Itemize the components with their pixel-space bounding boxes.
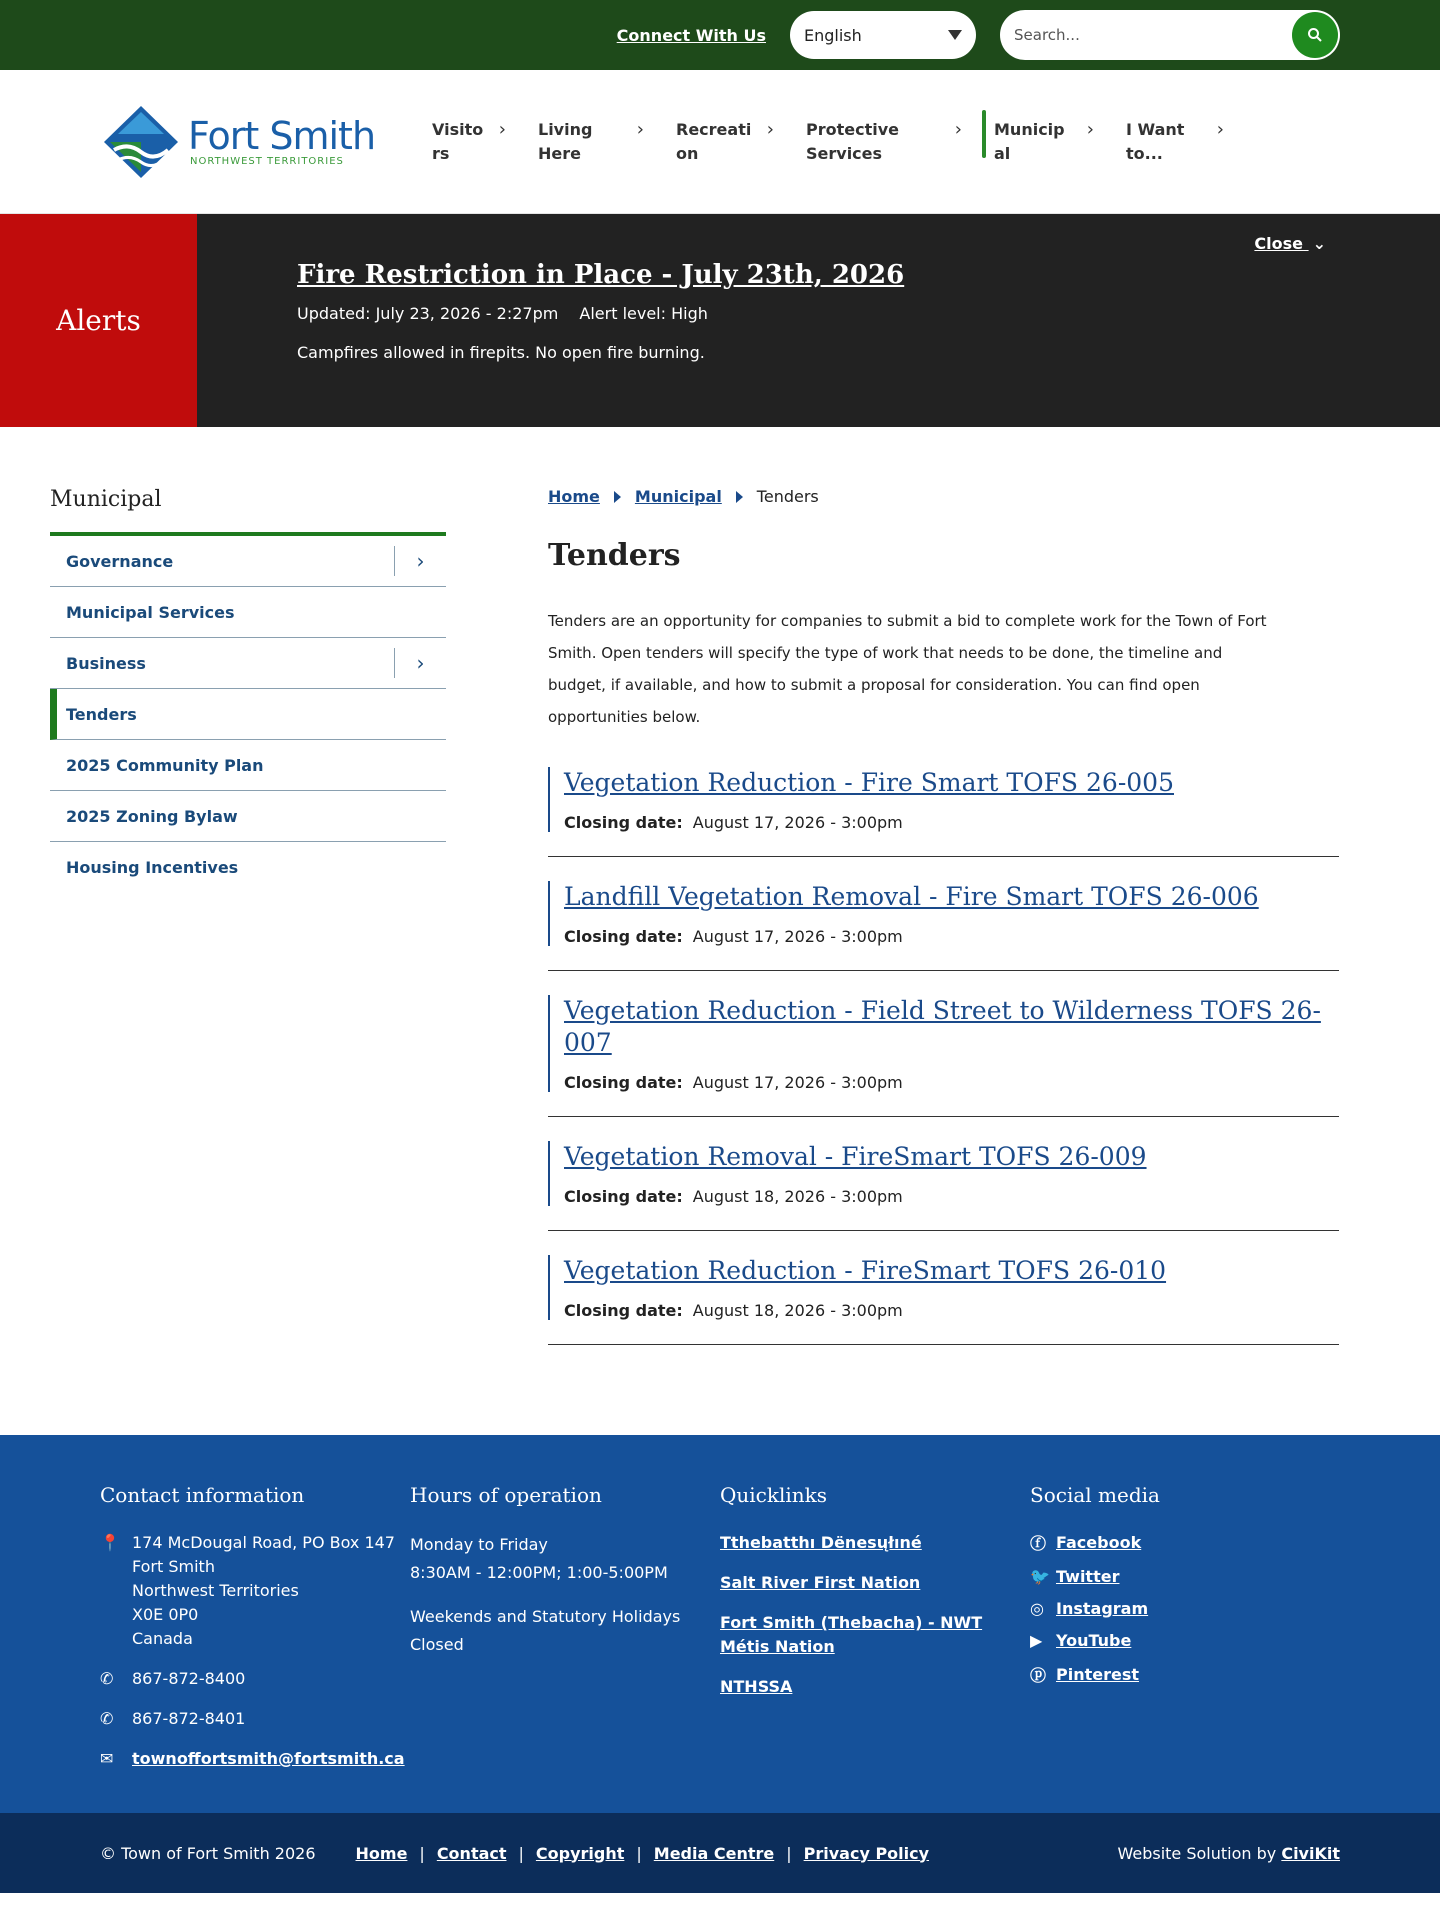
quicklink[interactable]: Fort Smith (Thebacha) - NWT Métis Nation xyxy=(720,1613,983,1656)
alert-meta xyxy=(297,304,1440,323)
tender-closing: Closing date: August 17, 2026 - 3:00pm xyxy=(564,927,903,946)
footer-link-media-centre[interactable]: Media Centre xyxy=(653,1843,775,1863)
footer-email xyxy=(100,1747,410,1771)
alert-level: Alert level: High xyxy=(579,304,708,323)
tender-closing: Closing date: August 17, 2026 - 3:00pm xyxy=(564,1073,903,1092)
envelope-icon: ✉ xyxy=(100,1749,114,1768)
youtube-icon: ▶ xyxy=(1030,1631,1043,1650)
website-credit: Website Solution by CiviKit xyxy=(1117,1843,1340,1863)
nav-item-i-want-to[interactable]: I Want to... › xyxy=(1126,118,1224,163)
footer-hours-title: Hours of operation xyxy=(410,1483,602,1507)
search-input[interactable] xyxy=(1014,26,1254,44)
alert-updated: Updated: July 23, 2026 - 2:27pm xyxy=(297,304,559,323)
nav-item-protective-services[interactable]: Protective Services › xyxy=(806,118,962,163)
breadcrumb xyxy=(548,487,1339,506)
footer-social xyxy=(1030,1483,1340,1813)
chevron-right-icon: › xyxy=(766,118,774,140)
social-pinterest-link[interactable]: Pinterest xyxy=(1056,1665,1140,1684)
language-select[interactable] xyxy=(790,11,976,59)
quicklink[interactable]: NTHSSA xyxy=(720,1677,793,1696)
footer-bottom-bar xyxy=(0,1813,1440,1893)
search-icon xyxy=(1307,27,1323,43)
nav-item-living-here[interactable]: Living Here › xyxy=(538,118,644,163)
footer-contact xyxy=(100,1483,410,1813)
site-header xyxy=(0,70,1440,214)
logo-subtitle: NORTHWEST TERRITORIES xyxy=(190,156,344,167)
tender-title-link[interactable]: Vegetation Reduction - Fire Smart TOFS 26-005 xyxy=(564,768,1174,797)
footer-link-home[interactable]: Home xyxy=(355,1843,408,1863)
sidebar-title: Municipal xyxy=(50,487,446,536)
tender-title-link[interactable]: Landfill Vegetation Removal - Fire Smart TOFS 26-006 xyxy=(564,882,1259,911)
sidebar-item-zoning-bylaw[interactable]: 2025 Zoning Bylaw xyxy=(50,791,446,842)
chevron-right-icon: › xyxy=(1086,118,1094,140)
footer-social-title: Social media xyxy=(1030,1483,1160,1507)
sidebar-item-tenders[interactable]: Tenders xyxy=(50,689,446,740)
pinterest-icon: ⓟ xyxy=(1030,1666,1047,1685)
site-footer xyxy=(0,1435,1440,1813)
footer-fax: ✆ 867-872-8401 xyxy=(100,1707,410,1731)
main-nav xyxy=(420,118,1244,166)
alert-description: Campfires allowed in firepits. No open fire burning. xyxy=(297,343,705,362)
map-pin-icon: 📍 xyxy=(100,1533,120,1552)
chevron-down-icon: ⌄ xyxy=(1312,234,1326,253)
quicklink[interactable]: Tthebatthı Dënesųłıné xyxy=(720,1533,922,1552)
social-youtube-link[interactable]: YouTube xyxy=(1056,1631,1132,1650)
page-content xyxy=(548,487,1339,1345)
footer-contact-title: Contact information xyxy=(100,1483,305,1507)
alert-banner xyxy=(0,214,1440,427)
fort-smith-logo-icon xyxy=(100,102,182,182)
breadcrumb-separator-icon xyxy=(736,491,743,503)
footer-link-privacy-policy[interactable]: Privacy Policy xyxy=(803,1843,930,1863)
chevron-right-icon: › xyxy=(636,118,644,140)
site-logo[interactable] xyxy=(100,102,390,182)
chevron-right-icon: › xyxy=(954,118,962,140)
social-instagram-link[interactable]: Instagram xyxy=(1056,1599,1149,1618)
weekday-label: Monday to Friday xyxy=(410,1535,548,1554)
sidebar-item-business[interactable]: Business › xyxy=(50,638,446,689)
weekend-hours: Closed xyxy=(410,1635,464,1654)
alert-body xyxy=(197,214,1440,427)
alert-tag: Alerts xyxy=(0,214,197,427)
main-content xyxy=(0,427,1440,1435)
sidebar-item-community-plan[interactable]: 2025 Community Plan xyxy=(50,740,446,791)
sidebar-item-housing-incentives[interactable]: Housing Incentives xyxy=(66,858,239,877)
search-button[interactable] xyxy=(1292,12,1338,58)
facebook-icon: ⓕ xyxy=(1030,1534,1047,1553)
phone-icon: ✆ xyxy=(100,1669,114,1688)
tender-item xyxy=(548,857,1339,971)
footer-links: Home | Contact | Copyright | Media Centre | Privacy Policy xyxy=(355,1843,930,1863)
weekday-hours: 8:30AM - 12:00PM; 1:00-5:00PM xyxy=(410,1563,668,1582)
page-title: Tenders xyxy=(548,538,681,573)
footer-phone: ✆ 867-872-8400 xyxy=(100,1667,410,1691)
tender-title-link[interactable]: Vegetation Reduction - FireSmart TOFS 26-010 xyxy=(564,1256,1167,1285)
nav-item-municipal[interactable]: Municipal › xyxy=(982,118,1094,166)
page-intro: Tenders are an opportunity for companies to submit a bid to complete work for the Town of Fort Smith. Open tenders will specify the type of work that needs to be done, the timeline and budget, if available, and how to submit a proposal for consideration. You can find open opportunities below. xyxy=(548,612,1267,726)
footer-link-copyright[interactable]: Copyright xyxy=(535,1843,625,1863)
sidebar-item-governance[interactable]: Governance › xyxy=(50,536,446,587)
weekend-label: Weekends and Statutory Holidays xyxy=(410,1607,681,1626)
footer-quicklinks-title: Quicklinks xyxy=(720,1483,828,1507)
nav-item-visitors[interactable]: Visitors › xyxy=(432,118,506,163)
footer-quicklinks xyxy=(720,1483,1030,1813)
civikit-link[interactable]: CiviKit xyxy=(1281,1843,1340,1863)
sidebar-nav xyxy=(50,487,446,1345)
utility-bar xyxy=(0,0,1440,70)
footer-link-contact[interactable]: Contact xyxy=(436,1843,507,1863)
nav-item-recreation[interactable]: Recreation › xyxy=(676,118,774,163)
tender-closing: Closing date: August 18, 2026 - 3:00pm xyxy=(564,1187,903,1206)
breadcrumb-current: Tenders xyxy=(756,487,819,506)
logo-name: Fort Smith xyxy=(188,114,376,158)
search-box xyxy=(1000,10,1340,60)
tender-item xyxy=(548,743,1339,857)
tender-closing: Closing date: August 18, 2026 - 3:00pm xyxy=(564,1301,903,1320)
footer-address: 📍 174 McDougal Road, PO Box 147 Fort Smith Northwest Territories X0E 0P0 Canada xyxy=(100,1531,410,1651)
social-twitter-link[interactable]: Twitter xyxy=(1056,1567,1120,1586)
chevron-right-icon: › xyxy=(1216,118,1224,140)
dropdown-arrow-icon xyxy=(948,30,962,40)
quicklink[interactable]: Salt River First Nation xyxy=(720,1573,921,1592)
chevron-right-icon: › xyxy=(498,118,506,140)
breadcrumb-home[interactable]: Home xyxy=(548,487,600,506)
sidebar-item-municipal-services[interactable]: Municipal Services xyxy=(50,587,446,638)
footer-hours xyxy=(410,1483,720,1813)
twitter-icon: 🐦 xyxy=(1030,1567,1050,1586)
tender-closing: Closing date: August 17, 2026 - 3:00pm xyxy=(564,813,903,832)
tender-title-link[interactable]: Vegetation Removal - FireSmart TOFS 26-009 xyxy=(564,1142,1147,1171)
alert-title-link[interactable]: Fire Restriction in Place - July 23th, 2026 xyxy=(297,260,905,290)
instagram-icon: ◎ xyxy=(1030,1599,1044,1618)
tender-item xyxy=(548,1117,1339,1231)
tender-list xyxy=(548,743,1339,1345)
copyright-text: © Town of Fort Smith 2026 xyxy=(100,1843,316,1863)
email-link[interactable]: townoffortsmith@fortsmith.ca xyxy=(132,1749,405,1768)
breadcrumb-separator-icon xyxy=(614,491,621,503)
connect-with-us-link[interactable]: Connect With Us xyxy=(616,25,766,45)
tender-item xyxy=(548,971,1339,1117)
alert-close-button[interactable]: Close ⌄ xyxy=(1254,234,1326,253)
social-facebook-link[interactable]: Facebook xyxy=(1056,1533,1142,1552)
chevron-right-icon[interactable]: › xyxy=(394,648,446,678)
tender-item xyxy=(548,1231,1339,1345)
language-selected: English xyxy=(804,25,862,45)
tender-title-link[interactable]: Vegetation Reduction - Field Street to Wilderness TOFS 26-007 xyxy=(564,996,1321,1057)
chevron-right-icon[interactable]: › xyxy=(394,546,446,576)
breadcrumb-municipal[interactable]: Municipal xyxy=(634,487,722,506)
phone-icon: ✆ xyxy=(100,1709,114,1728)
